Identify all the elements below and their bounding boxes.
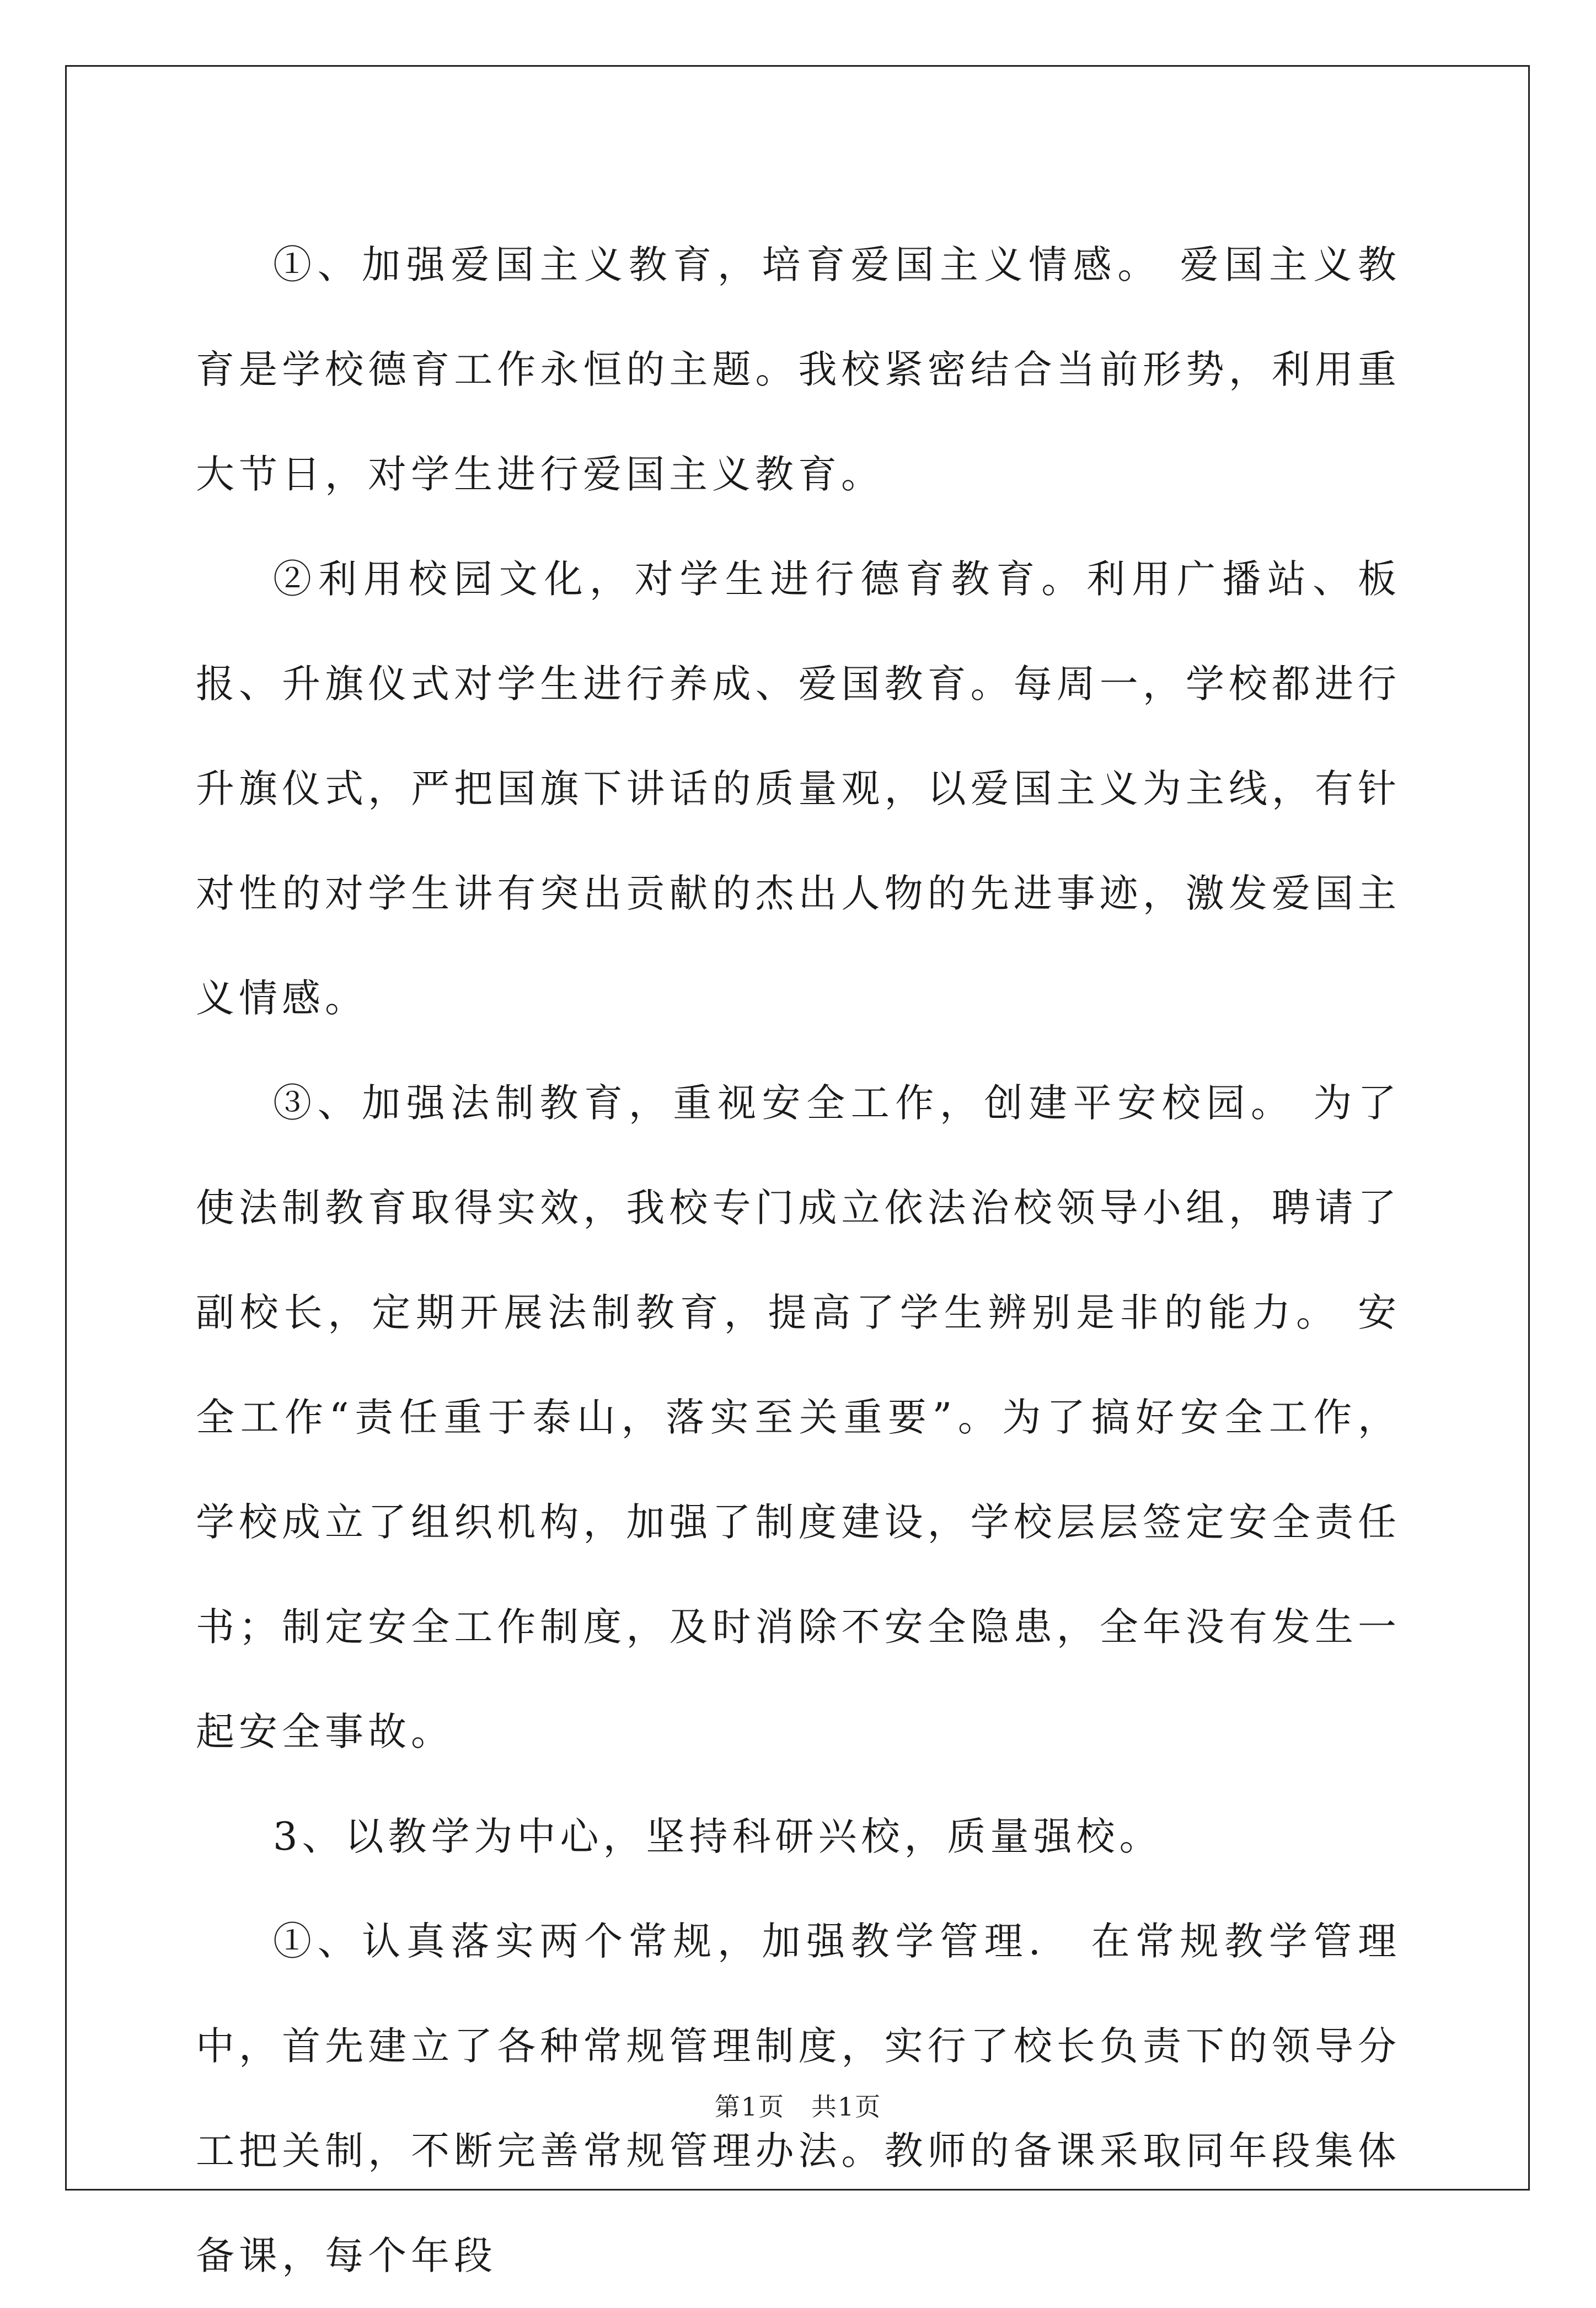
document-body	[196, 212, 1401, 2308]
paragraph-teaching-management: ①、认真落实两个常规，加强教学管理． 在常规教学管理中，首先建立了各种常规管理制度，实行了校长负责下的领导分工把关制，不断完善常规管理办法。教师的备课采取同年段集体备课，每个年段	[196, 1919, 1401, 2278]
paragraph-teaching-center: 3、以教学为中心，坚持科研兴校，质量强校。	[273, 1814, 1163, 1859]
paragraph-legal-safety-education: ③、加强法制教育，重视安全工作，创建平安校园。 为了使法制教育取得实效，我校专门成立依法治校领导小组，聘请了副校长，定期开展法制教育，提高了学生辨别是非的能力。 安全工作“责任重于泰山，落实至关重要”。为了搞好安全工作，学校成立了组织机构，加强了制度建设，学校层层签定安全责任书；制定安全工作制度，及时消除不安全隐患，全年没有发生一起安全事故。	[196, 1080, 1401, 1754]
paragraph-patriotism-education: ①、加强爱国主义教育，培育爱国主义情感。 爱国主义教育是学校德育工作永恒的主题。我校紧密结合当前形势，利用重大节日，对学生进行爱国主义教育。	[196, 242, 1401, 497]
page-number: 第1页 共1页	[714, 2092, 882, 2122]
paragraph-campus-culture: ②利用校园文化，对学生进行德育教育。利用广播站、板报、升旗仪式对学生进行养成、爱国教育。每周一，学校都进行升旗仪式，严把国旗下讲话的质量观，以爱国主义为主线，有针对性的对学生讲有突出贡献的杰出人物的先进事迹，激发爱国主义情感。	[196, 556, 1401, 1021]
